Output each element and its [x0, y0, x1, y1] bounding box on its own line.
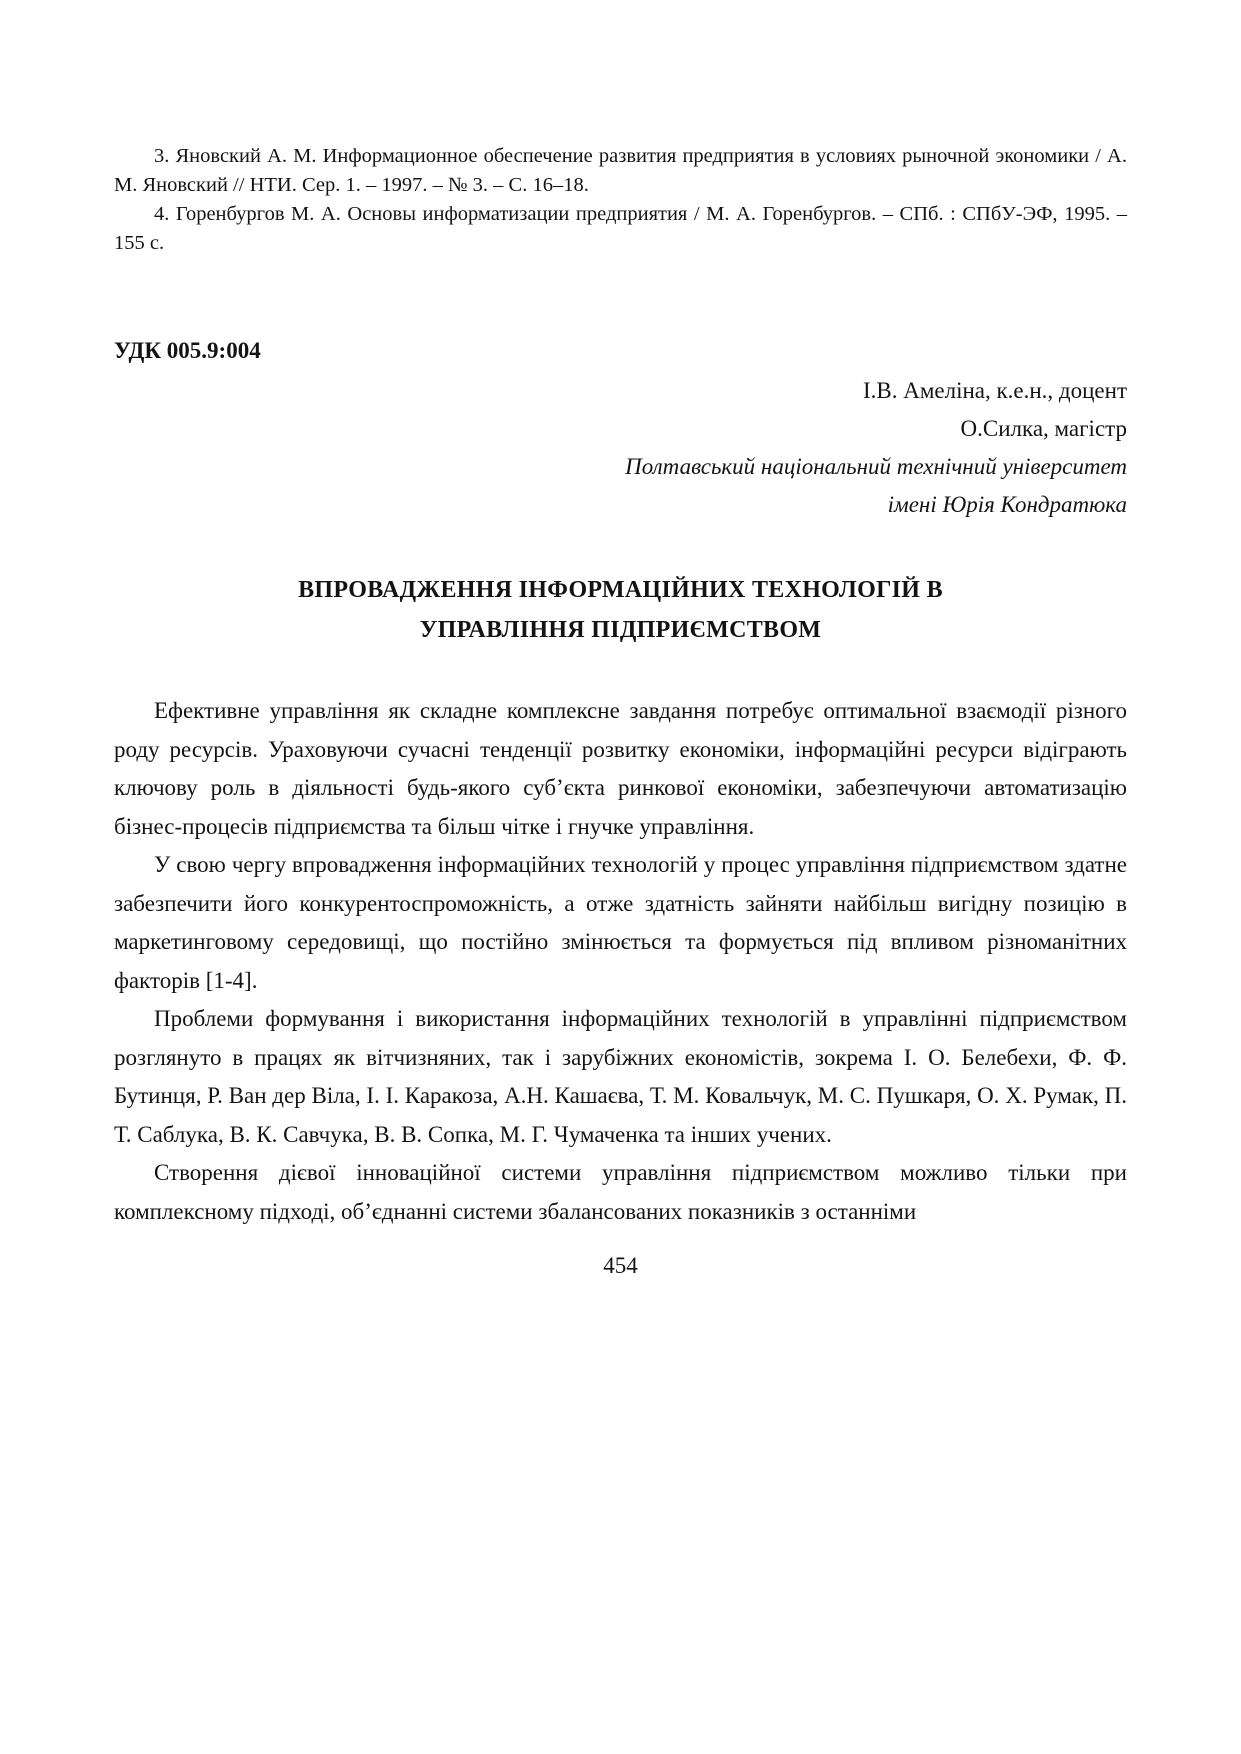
body-paragraph: У свою чергу впровадження інформаційних технологій у процес управління підприємством здатне забезпечити його конкурентоспроможність, а отже здатність зайняти найбільш вигідну позицію в маркетинговому середовищі, що постійно змінюється та формується під впливом різноманітних факторів [1-4]. — [114, 852, 1127, 993]
body-paragraph: Проблеми формування і використання інформаційних технологій в управлінні підприємством розглянуто в працях як вітчизняних, так і зарубіжних економістів, зокрема І. О. Белебехи, Ф. Ф. Бутинця, Р. Ван дер Віла, І. І. Каракоза, А.Н. Кашаєва, Т. М. Ковальчук, М. С. Пушкаря, О. Х. Румак, П. Т. Саблука, В. К. Савчука, В. В. Сопка, М. Г. Чумаченка та інших учених. — [114, 1006, 1127, 1147]
authors-block — [114, 372, 1127, 524]
author-line: О.Силка, магістр — [960, 416, 1127, 441]
udc-code: УДК 005.9:004 — [114, 338, 261, 363]
paper-title-line: ВПРОВАДЖЕННЯ ІНФОРМАЦІЙНИХ ТЕХНОЛОГІЙ В — [298, 577, 943, 603]
body-paragraph: Ефективне управління як складне комплексне завдання потребує оптимальної взаємодії різного роду ресурсів. Ураховуючи сучасні тенденції розвитку економіки, інформаційні ресурси відіграють ключову роль в діяльності будь-якого суб’єкта ринкової економіки, забезпечуючи автоматизацію бізнес-процесів підприємства та більш чітке і гнучке управління. — [114, 698, 1127, 839]
reference-item: 4. Горенбургов М. А. Основы информатизации предприятия / М. А. Горенбургов. – СПб. : СПбУ-ЭФ, 1995. – 155 с. — [114, 203, 1127, 254]
affiliation-line: Полтавський національний технічний університет — [625, 454, 1127, 479]
author-line: І.В. Амеліна, к.е.н., доцент — [862, 378, 1127, 403]
paper-title-line: УПРАВЛІННЯ ПІДПРИЄМСТВОМ — [419, 617, 822, 643]
reference-item: 3. Яновский А. М. Информационное обеспечение развития предприятия в условиях рыночной экономики / А. М. Яновский // НТИ. Сер. 1. – 1997. – № 3. – С. 16–18. — [114, 145, 1127, 196]
body-paragraph: Створення дієвої інноваційної системи управління підприємством можливо тільки при комплексному підході, об’єднанні системи збалансованих показників з останніми — [114, 1160, 1127, 1224]
paper-title — [114, 570, 1127, 650]
affiliation-line: імені Юрія Кондратюка — [887, 492, 1127, 517]
body-text — [114, 692, 1127, 1231]
references-block — [114, 142, 1127, 258]
page-number: 454 — [603, 1253, 638, 1278]
